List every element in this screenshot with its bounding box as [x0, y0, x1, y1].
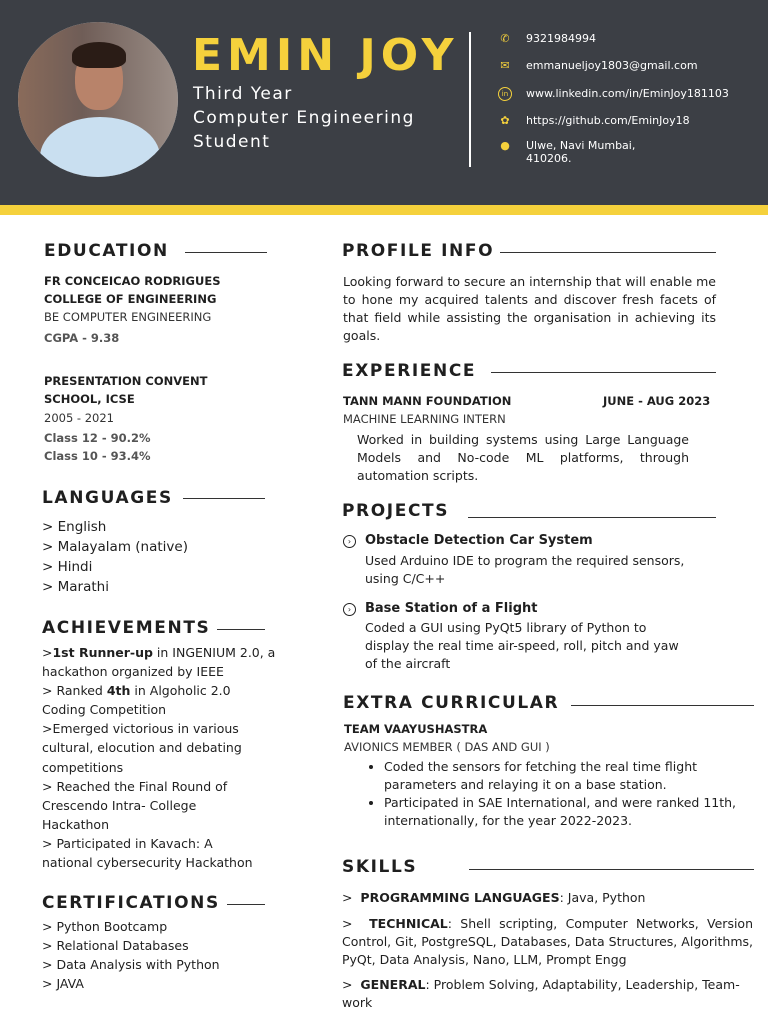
- project-arrow-icon: ›: [343, 535, 356, 548]
- language-item: > Malayalam (native): [42, 539, 188, 555]
- linkedin-icon: in: [498, 87, 512, 101]
- section-rule: [468, 517, 716, 518]
- class10-score: Class 10 - 93.4%: [44, 449, 151, 463]
- project-desc: using C/C++: [365, 571, 446, 586]
- section-rule: [185, 252, 267, 253]
- skill-technical: > TECHNICAL: Shell scripting, Computer Networks, Version Control, Git, PostgreSQL, Databases, Data Structures, Algorithms, PyQt, Data Analysis, Nano, LLM, Prompt Engg: [342, 916, 753, 967]
- achievement-line: Hackathon: [42, 817, 110, 832]
- extra-bullets: [366, 758, 744, 830]
- degree-text: BE COMPUTER ENGINEERING: [44, 310, 212, 324]
- skill-general: > GENERAL: Problem Solving, Adaptability, Leadership, Team-work: [342, 977, 740, 1010]
- certification-item: > JAVA: [42, 976, 84, 991]
- class12-score: Class 12 - 90.2%: [44, 431, 151, 445]
- section-rule: [217, 629, 265, 630]
- section-rule: [227, 904, 265, 905]
- certifications-title: CERTIFICATIONS: [42, 893, 220, 913]
- achievement-line: >Emerged victorious in various: [42, 721, 239, 736]
- project-desc: display the real time air-speed, roll, pitch and yaw: [365, 638, 679, 653]
- school-years: 2005 - 2021: [44, 411, 114, 425]
- profile-text: Looking forward to secure an internship that will enable me to hone my acquired talents and discover fresh facets of that field while assisting the organisation in achieving its goals.: [343, 274, 716, 343]
- subtitle-line: Computer Engineering: [193, 108, 415, 128]
- location-line: Ulwe, Navi Mumbai,: [526, 139, 636, 152]
- language-item: > Marathi: [42, 579, 109, 595]
- section-rule: [183, 498, 265, 499]
- certification-item: > Python Bootcamp: [42, 919, 168, 934]
- certification-item: > Data Analysis with Python: [42, 957, 220, 972]
- achievement-line: > Reached the Final Round of: [42, 779, 228, 794]
- school-name: PRESENTATION CONVENT: [44, 374, 208, 388]
- experience-title: EXPERIENCE: [342, 361, 477, 381]
- header-banner: [0, 0, 768, 205]
- project-name: Base Station of a Flight: [365, 601, 538, 616]
- achievement-line: Coding Competition: [42, 702, 167, 717]
- profile-title: PROFILE INFO: [342, 241, 495, 261]
- project-desc: of the aircraft: [365, 656, 451, 671]
- experience-text: Worked in building systems using Large Language Models and No-code ML platforms, through automation scripts.: [357, 432, 689, 483]
- college-name: COLLEGE OF ENGINEERING: [44, 292, 217, 306]
- extra-curricular-title: EXTRA CURRICULAR: [343, 693, 560, 713]
- certification-item: > Relational Databases: [42, 938, 189, 953]
- school-name: SCHOOL, ICSE: [44, 392, 135, 406]
- experience-dates: JUNE - AUG 2023: [603, 394, 711, 408]
- education-title: EDUCATION: [44, 241, 169, 261]
- project-desc: Used Arduino IDE to program the required sensors,: [365, 553, 685, 568]
- linkedin-text: www.linkedin.com/in/EminJoy181103: [526, 87, 729, 100]
- project-arrow-icon: ›: [343, 603, 356, 616]
- skill-programming: > PROGRAMMING LANGUAGES: Java, Python: [342, 890, 646, 905]
- github-text: https://github.com/EminJoy18: [526, 114, 690, 127]
- team-role: AVIONICS MEMBER ( DAS AND GUI ): [344, 740, 550, 754]
- languages-title: LANGUAGES: [42, 488, 173, 508]
- achievement-line: competitions: [42, 760, 124, 775]
- team-name: TEAM VAAYUSHASTRA: [344, 722, 488, 736]
- experience-org: TANN MANN FOUNDATION: [343, 394, 512, 408]
- candidate-subtitle: [193, 82, 415, 154]
- achievement-line: hackathon organized by IEEE: [42, 664, 224, 679]
- achievement-line: > Ranked 4th in Algoholic 2.0: [42, 683, 231, 698]
- experience-role: MACHINE LEARNING INTERN: [343, 412, 506, 426]
- section-rule: [491, 372, 716, 373]
- achievement-line: cultural, elocution and debating: [42, 740, 242, 755]
- achievement-line: >1st Runner-up in INGENIUM 2.0, a: [42, 645, 276, 660]
- subtitle-line: Third Year: [193, 84, 293, 104]
- language-item: > English: [42, 519, 107, 535]
- achievement-line: national cybersecurity Hackathon: [42, 855, 253, 870]
- section-rule: [500, 252, 716, 253]
- location-line: 410206.: [526, 152, 572, 165]
- profile-photo: [18, 22, 178, 177]
- location-icon: ●: [500, 139, 510, 152]
- language-item: > Hindi: [42, 559, 93, 575]
- subtitle-line: Student: [193, 132, 271, 152]
- email-text: emmanueljoy1803@gmail.com: [526, 59, 698, 72]
- achievement-line: Crescendo Intra- College: [42, 798, 197, 813]
- phone-text: 9321984994: [526, 32, 596, 45]
- email-icon: ✉: [500, 59, 510, 72]
- accent-bar: [0, 205, 768, 215]
- section-rule: [469, 869, 754, 870]
- project-name: Obstacle Detection Car System: [365, 533, 593, 548]
- achievement-line: > Participated in Kavach: A: [42, 836, 213, 851]
- location-text: [526, 139, 635, 165]
- section-rule: [571, 705, 754, 706]
- college-name: FR CONCEICAO RODRIGUES: [44, 274, 221, 288]
- achievements-title: ACHIEVEMENTS: [42, 618, 211, 638]
- github-icon: ✿: [500, 114, 510, 127]
- candidate-name: EMIN JOY: [192, 30, 459, 81]
- skills-title: SKILLS: [342, 857, 418, 877]
- extra-bullet: • Coded the sensors for fetching the real time flight parameters and relaying it on a base station.: [384, 758, 744, 794]
- phone-icon: ✆: [500, 32, 510, 45]
- project-desc: Coded a GUI using PyQt5 library of Python to: [365, 620, 647, 635]
- header-divider: [469, 32, 471, 167]
- cgpa-text: CGPA - 9.38: [44, 331, 120, 345]
- extra-bullet: • Participated in SAE International, and were ranked 11th, internationally, for the year 2022-2023.: [384, 794, 744, 830]
- projects-title: PROJECTS: [342, 501, 450, 521]
